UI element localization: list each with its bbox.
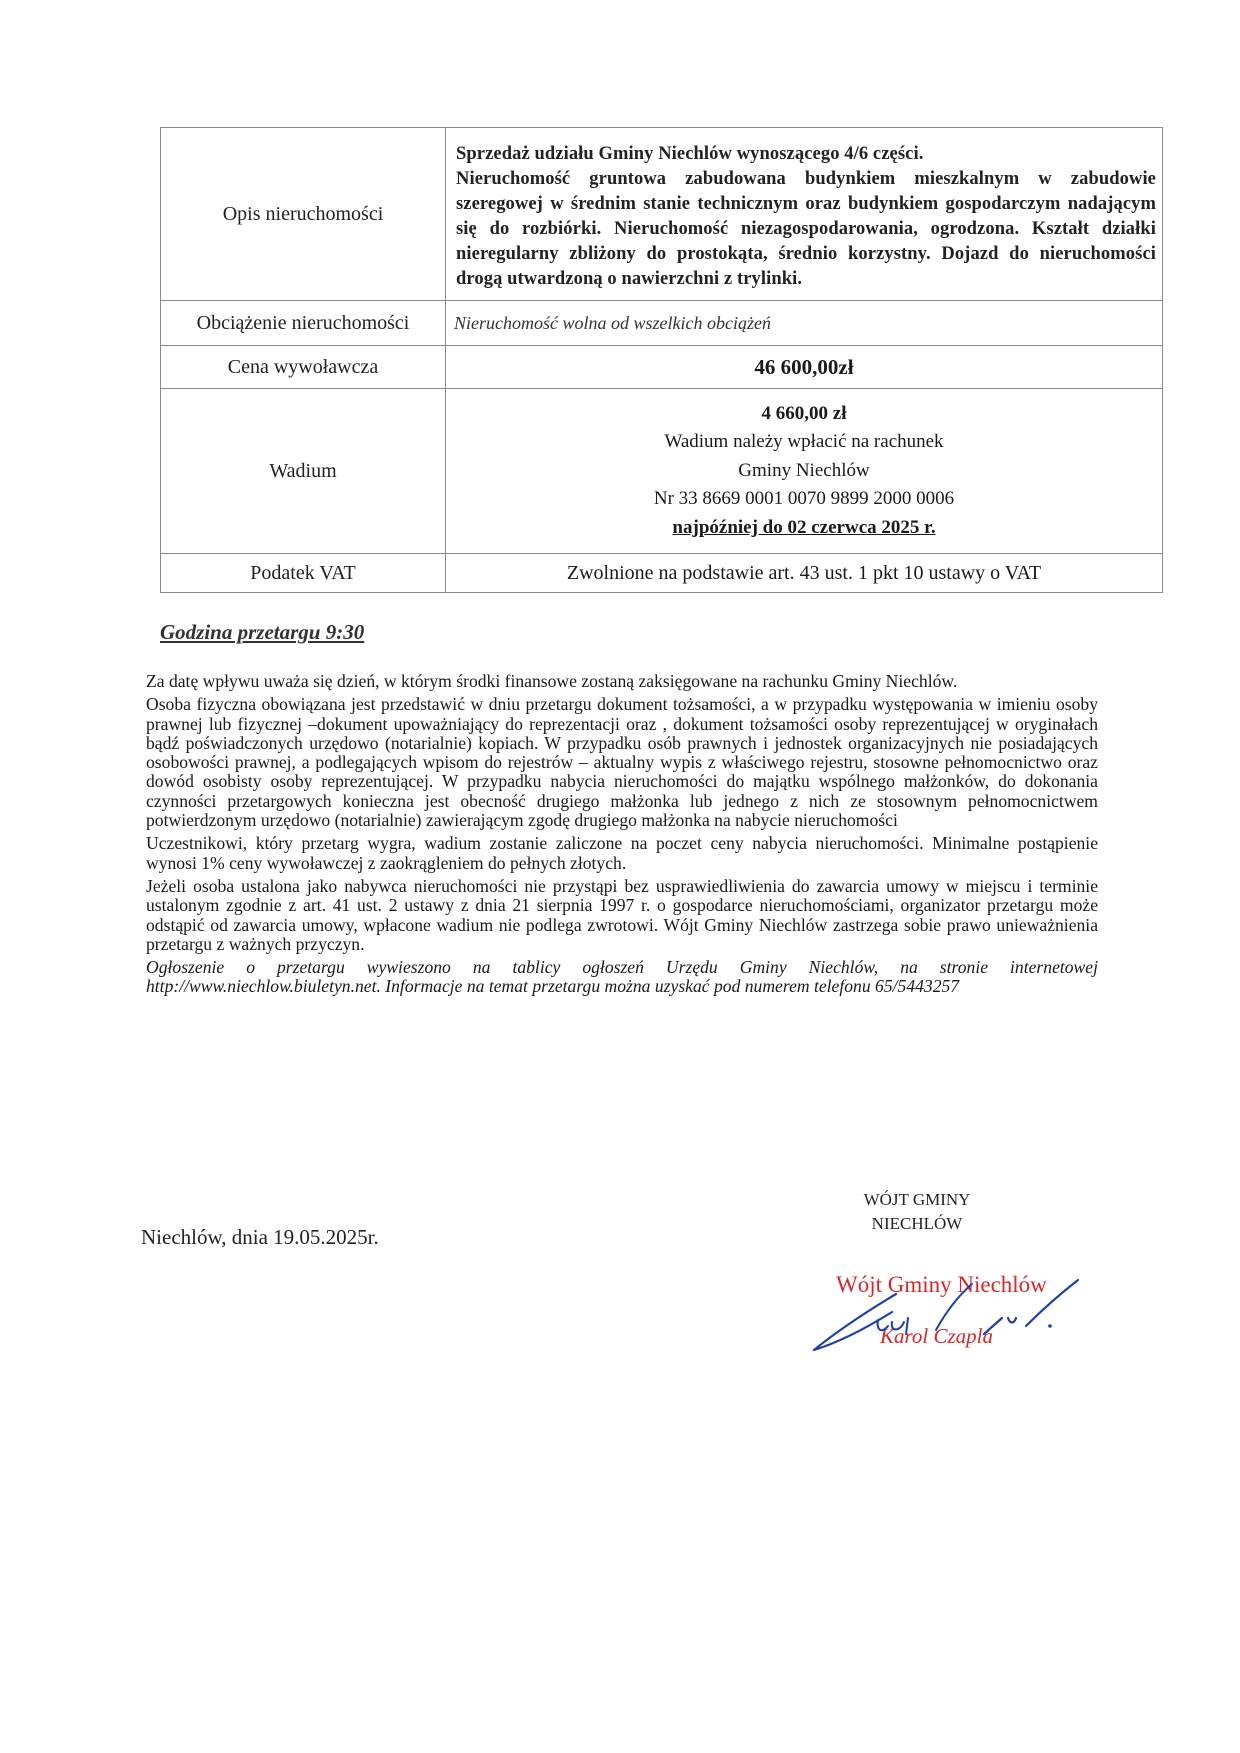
row-label: Wadium bbox=[161, 389, 446, 554]
encumbrance-cell bbox=[446, 301, 1163, 346]
description-line-details: Nieruchomość gruntowa zabudowana budynkiem mieszkalnym w zabudowie szeregowej w średnim stanie technicznym oraz budynkiem gospodarczym nadającym się do rozbiórki. Nieruchomość niezagospodarowania, ogrodzona. Kształt działki nieregularny zbliżony do prostokąta, średnio korzystny. Dojazd do nieruchomości drogą utwardzoną o nawierzchni z trylinki. bbox=[456, 169, 1156, 289]
table-row-description bbox=[161, 128, 1163, 301]
paragraph-payment-date: Za datę wpływu uważa się dzień, w którym środki finansowe zostaną zaksięgowane na rachunku Gminy Niechlów. bbox=[146, 671, 958, 691]
paragraph-identity-documents: Osoba fizyczna obowiązana jest przedstawić w dniu przetargu dokument tożsamości, a w przypadku występowania w imieniu osoby prawnej lub fizycznej –dokument upoważniający do reprezentacji oraz , dokument tożsamości osoby reprezentującej w oryginałach bądź poświadczonych urzędowo (notarialnie) kopiach. W przypadku osób prawnych i jednostek organizacyjnych nie posiadających osobowości prawnej, a podlegających wpisom do rejestrów – aktualny wypis z właściwego rejestru, stosowne pełnomocnictwo oraz dowód osobisty osoby reprezentującej. W przypadku nabycia nieruchomości do majątku wspólnego małżonków, do dokonania czynności przetargowych konieczna jest obecność drugiego małżonka lub jednego z nich ze stosownym pełnomocnictwem potwierdzonym urzędowo (notarialnie) zawierającym zgodę drugiego małżonka na nabycie nieruchomości bbox=[146, 694, 1098, 831]
tender-time-heading: Godzina przetargu 9:30 bbox=[160, 620, 365, 644]
row-label: Cena wywoławcza bbox=[161, 346, 446, 389]
stamp-title: Wójt Gminy Niechlów bbox=[836, 1272, 1047, 1297]
table-row-starting-price bbox=[161, 346, 1163, 389]
deposit-recipient: Gminy Niechlów bbox=[738, 459, 870, 481]
signatory-line-2: NIECHLÓW bbox=[871, 1214, 963, 1233]
deposit-cell bbox=[446, 389, 1163, 554]
paragraph-notice-info: Ogłoszenie o przetargu wywieszono na tablicy ogłoszeń Urzędu Gminy Niechlów, na stronie internetowej http://www.niechlow.biuletyn.net. Informacje na temat przetargu można uzyskać pod numerem telefonu 65/5443257 bbox=[146, 957, 1098, 997]
vat-cell bbox=[446, 554, 1163, 593]
starting-price-cell bbox=[446, 346, 1163, 389]
signatory-line-1: WÓJT GMINY bbox=[863, 1190, 971, 1209]
description-cell bbox=[446, 128, 1163, 301]
starting-price-value: 46 600,00zł bbox=[754, 354, 854, 379]
description-line-share: Sprzedaż udziału Gminy Niechlów wynoszącego 4/6 części. bbox=[456, 144, 924, 164]
vat-value: Zwolnione na podstawie art. 43 ust. 1 pkt 10 ustawy o VAT bbox=[566, 561, 1042, 584]
stamp-name: Karol Czapla bbox=[880, 1324, 993, 1348]
deposit-instruction: Wadium należy wpłacić na rachunek bbox=[664, 431, 944, 453]
row-label: Obciążenie nieruchomości bbox=[161, 301, 446, 346]
property-info-table bbox=[160, 127, 1163, 593]
signatory-title bbox=[842, 1188, 992, 1236]
table-row-vat bbox=[161, 554, 1163, 593]
place-and-date: Niechlów, dnia 19.05.2025r. bbox=[141, 1225, 379, 1249]
encumbrance-value: Nieruchomość wolna od wszelkich obciążeń bbox=[454, 312, 771, 333]
deposit-amount: 4 660,00 zł bbox=[761, 402, 847, 424]
paragraph-contract-withdrawal: Jeżeli osoba ustalona jako nabywca nieruchomości nie przystąpi bez usprawiedliwienia do zawarcia umowy w miejscu i terminie ustalonym zgodnie z art. 41 ust. 2 ustawy z dnia 21 sierpnia 1997 r. o gospodarce nieruchomościami, organizator przetargu może odstąpić od zawarcia umowy, wpłacone wadium nie podlega zwrotowi. Wójt Gminy Niechlów zastrzega sobie prawo unieważnienia przetargu z ważnych przyczyn. bbox=[146, 875, 1098, 954]
deposit-account-number: Nr 33 8669 0001 0070 9899 2000 0006 bbox=[653, 488, 955, 510]
paragraph-deposit-credit: Uczestnikowi, który przetarg wygra, wadium zostanie zaliczone na poczet ceny nabycia nieruchomości. Minimalne postąpienie wynosi 1% ceny wywoławczej z zaokrągleniem do pełnych złotych. bbox=[146, 833, 1098, 873]
signature-icon bbox=[796, 1272, 1086, 1362]
terms-text bbox=[146, 672, 1098, 1001]
official-stamp bbox=[796, 1272, 1086, 1362]
table-row-deposit bbox=[161, 389, 1163, 554]
row-label: Opis nieruchomości bbox=[161, 128, 446, 301]
row-label: Podatek VAT bbox=[161, 554, 446, 593]
deposit-deadline: najpóźniej do 02 czerwca 2025 r. bbox=[672, 516, 936, 538]
table-row-encumbrance bbox=[161, 301, 1163, 346]
